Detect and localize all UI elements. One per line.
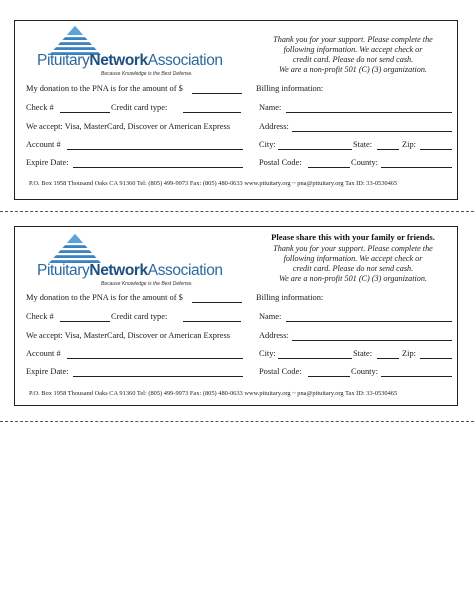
credit-card-type-label: Credit card type:: [111, 312, 168, 321]
expire-date-field[interactable]: [73, 376, 243, 377]
state-field[interactable]: [377, 149, 399, 150]
card-footer: P.O. Box 1958 Thousand Oaks CA 91360 Tel: (805) 499-9973 Fax: (805) 480-0633 www.pituitary.org ~ pna@pituitary.org Tax ID: 33-0530465: [29, 390, 398, 397]
county-field[interactable]: [381, 167, 452, 168]
pna-emblem-icon: [45, 233, 105, 265]
billing-info-label: Billing information:: [256, 293, 324, 302]
name-field[interactable]: [286, 321, 452, 322]
credit-card-type-field[interactable]: [183, 112, 241, 113]
logo-wordmark: [37, 262, 223, 280]
logo-word-association: Association: [147, 262, 223, 279]
postal-code-field[interactable]: [308, 167, 350, 168]
thank-you-note: [253, 244, 453, 284]
donation-amount-field[interactable]: [192, 302, 242, 303]
logo-word-pituitary: Pituitary: [37, 52, 90, 69]
name-label: Name:: [259, 103, 282, 112]
note-line: following information. We accept check or: [283, 45, 423, 54]
name-label: Name:: [259, 312, 282, 321]
pna-logo: [37, 25, 223, 77]
donation-amount-label: My donation to the PNA is for the amount of $: [26, 293, 183, 302]
zip-field[interactable]: [420, 358, 452, 359]
account-number-field[interactable]: [67, 358, 243, 359]
credit-card-type-label: Credit card type:: [111, 103, 168, 112]
note-line: Thank you for your support. Please complete the: [273, 35, 433, 44]
state-field[interactable]: [377, 358, 399, 359]
state-label: State:: [353, 140, 373, 149]
zip-label: Zip:: [402, 140, 416, 149]
cut-line: [0, 211, 474, 212]
note-line: Thank you for your support. Please complete the: [273, 244, 433, 253]
postal-code-field[interactable]: [308, 376, 350, 377]
logo-word-pituitary: Pituitary: [37, 262, 90, 279]
state-label: State:: [353, 349, 373, 358]
address-field[interactable]: [292, 131, 452, 132]
address-label: Address:: [259, 122, 289, 131]
donation-amount-label: My donation to the PNA is for the amount of $: [26, 84, 183, 93]
note-line: following information. We accept check or: [283, 254, 423, 263]
check-number-field[interactable]: [60, 321, 110, 322]
card-footer: P.O. Box 1958 Thousand Oaks CA 91360 Tel: (805) 499-9973 Fax: (805) 480-0633 www.pituitary.org ~ pna@pituitary.org Tax ID: 33-0530465: [29, 180, 398, 187]
share-note-heading: Please share this with your family or friends.: [271, 232, 435, 242]
county-label: County:: [351, 158, 378, 167]
county-field[interactable]: [381, 376, 452, 377]
pna-logo: [37, 233, 223, 287]
expire-date-label: Expire Date:: [26, 367, 69, 376]
city-label: City:: [259, 140, 276, 149]
note-line: credit card. Please do not send cash.: [292, 55, 414, 64]
check-number-field[interactable]: [60, 112, 110, 113]
accepted-cards-text: We accept: Visa, MasterCard, Discover or American Express: [26, 331, 231, 340]
logo-word-network: Network: [89, 52, 148, 69]
city-label: City:: [259, 349, 276, 358]
expire-date-field[interactable]: [73, 167, 243, 168]
name-field[interactable]: [286, 112, 452, 113]
donation-card-1: [14, 20, 458, 200]
accepted-cards-text: We accept: Visa, MasterCard, Discover or American Express: [26, 122, 231, 131]
account-number-label: Account #: [26, 349, 61, 358]
logo-tagline: Because Knowledge is the Best Defense.: [101, 71, 193, 77]
account-number-field[interactable]: [67, 149, 243, 150]
note-line: credit card. Please do not send cash.: [292, 264, 414, 273]
billing-info-label: Billing information:: [256, 84, 324, 93]
logo-tagline: Because Knowledge is the Best Defense.: [101, 281, 193, 287]
credit-card-type-field[interactable]: [183, 321, 241, 322]
donation-card-2: [14, 226, 458, 406]
zip-field[interactable]: [420, 149, 452, 150]
check-number-label: Check #: [26, 312, 54, 321]
account-number-label: Account #: [26, 140, 61, 149]
postal-code-label: Postal Code:: [259, 367, 302, 376]
logo-wordmark: [37, 52, 223, 70]
donation-amount-field[interactable]: [192, 93, 242, 94]
zip-label: Zip:: [402, 349, 416, 358]
city-field[interactable]: [278, 358, 352, 359]
address-field[interactable]: [292, 340, 452, 341]
postal-code-label: Postal Code:: [259, 158, 302, 167]
thank-you-note: [253, 35, 453, 75]
cut-line: [0, 421, 474, 422]
logo-word-network: Network: [89, 262, 148, 279]
note-line: We are a non-profit 501 (C) (3) organization.: [279, 65, 427, 74]
address-label: Address:: [259, 331, 289, 340]
city-field[interactable]: [278, 149, 352, 150]
logo-word-association: Association: [147, 52, 223, 69]
expire-date-label: Expire Date:: [26, 158, 69, 167]
note-line: We are a non-profit 501 (C) (3) organization.: [279, 274, 427, 283]
county-label: County:: [351, 367, 378, 376]
check-number-label: Check #: [26, 103, 54, 112]
